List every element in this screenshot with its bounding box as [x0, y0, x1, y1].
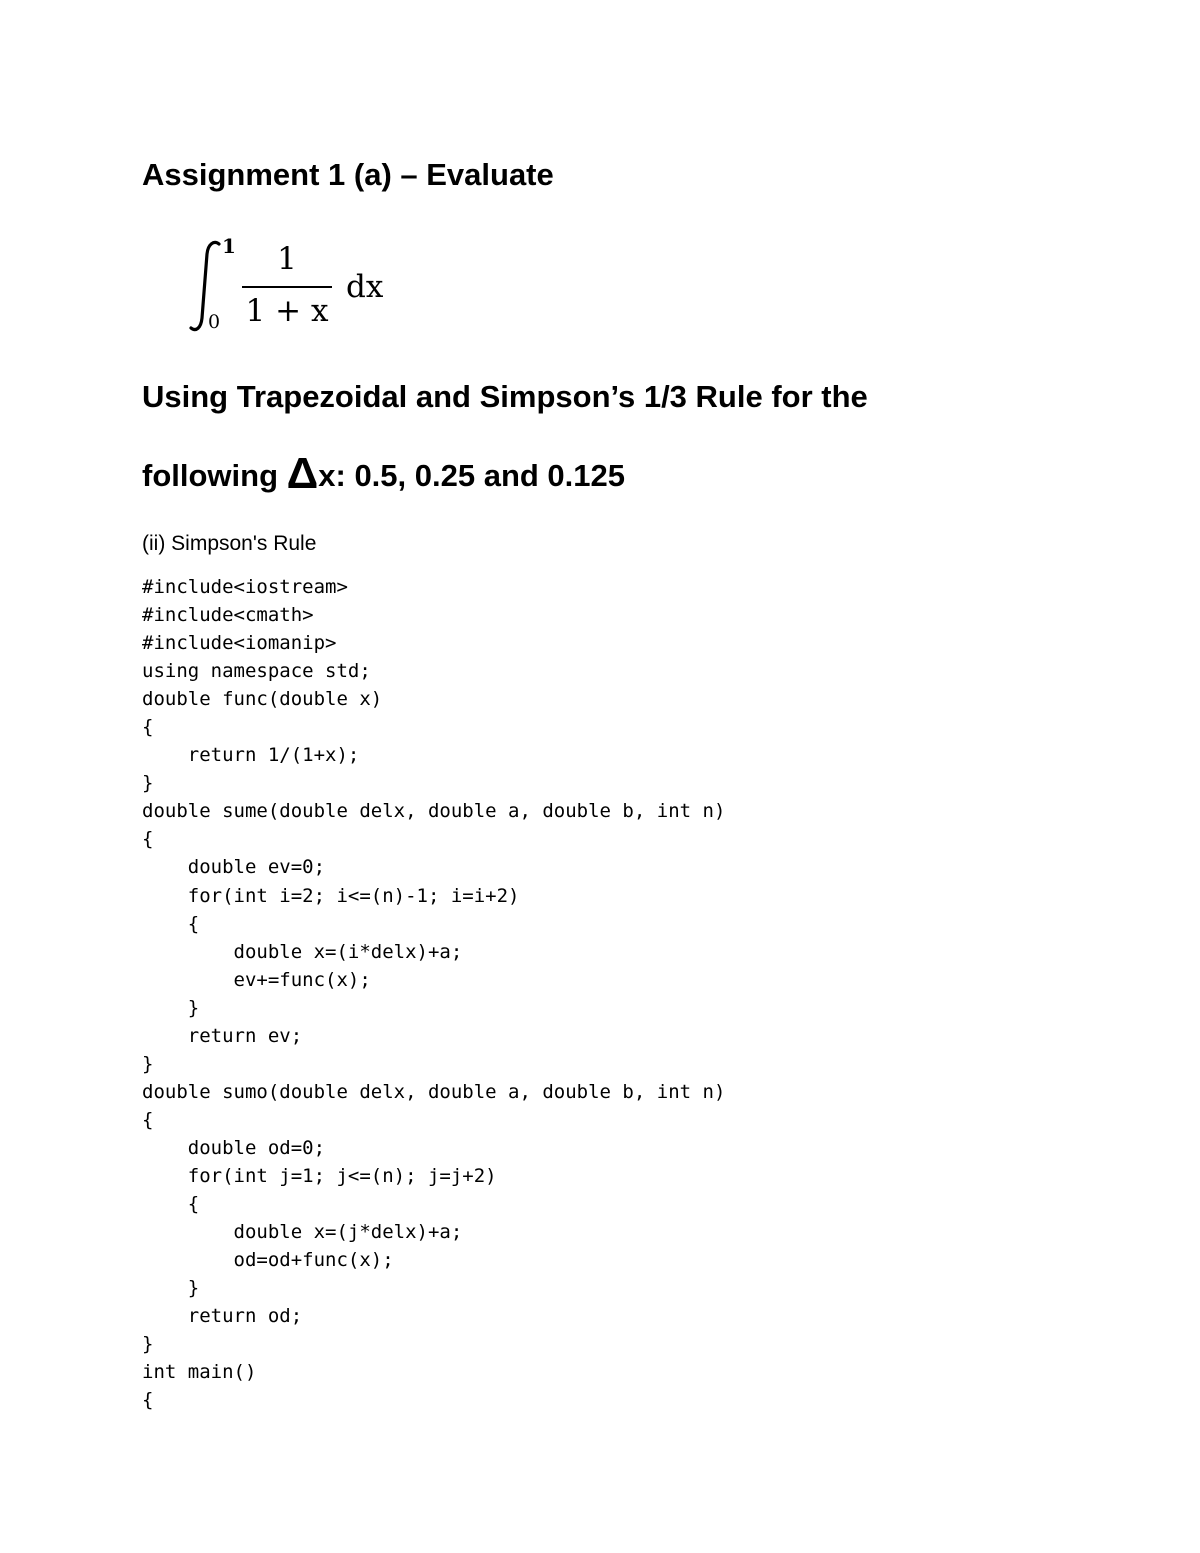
instruction-line-2	[142, 449, 626, 498]
differential: dx	[346, 269, 384, 305]
code-line: {	[142, 912, 200, 935]
code-line: double x=(i*delx)+a;	[142, 940, 463, 963]
section-heading-simpsons-rule: (ii) Simpson's Rule	[142, 532, 317, 555]
code-line: double od=0;	[142, 1136, 326, 1159]
code-line: for(int j=1; j<=(n); j=j+2)	[142, 1164, 497, 1187]
instruction-line-2-suffix: x: 0.5, 0.25 and 0.125	[318, 458, 626, 493]
integral-upper-limit: 1	[222, 234, 236, 258]
code-line: {	[142, 1108, 154, 1131]
code-line: {	[142, 716, 154, 739]
code-line: double sumo(double delx, double a, double b, int n)	[142, 1080, 726, 1103]
code-line: for(int i=2; i<=(n)-1; i=i+2)	[142, 884, 520, 907]
code-line: double ev=0;	[142, 856, 326, 879]
code-line: od=od+func(x);	[142, 1249, 394, 1272]
delta-symbol: Δ	[286, 449, 319, 498]
code-line: {	[142, 1193, 200, 1216]
code-line: return 1/(1+x);	[142, 744, 360, 767]
code-line: ev+=func(x);	[142, 968, 371, 991]
code-line: #include<iostream>	[142, 576, 348, 598]
code-line: }	[142, 1052, 154, 1075]
fraction-bar	[242, 286, 332, 288]
code-line: return od;	[142, 1305, 303, 1328]
code-line: double x=(j*delx)+a;	[142, 1221, 463, 1244]
code-line: double sume(double delx, double a, double b, int n)	[142, 800, 726, 823]
instruction-line-1: Using Trapezoidal and Simpson’s 1/3 Rule for the	[142, 379, 868, 414]
integral-lower-limit: 0	[208, 311, 221, 333]
code-block	[142, 573, 725, 1414]
instruction-line-2-prefix: following	[142, 458, 287, 493]
fraction-denominator: 1 + x	[245, 293, 329, 329]
code-line: #include<iomanip>	[142, 632, 337, 655]
code-line: using namespace std;	[142, 660, 371, 683]
code-line: int main()	[142, 1361, 257, 1384]
code-line: return ev;	[142, 1024, 303, 1047]
code-line: }	[142, 996, 200, 1019]
code-line: {	[142, 1389, 154, 1412]
code-line: double func(double x)	[142, 688, 383, 711]
code-line: }	[142, 1277, 200, 1300]
code-line: }	[142, 1333, 154, 1356]
fraction-numerator: 1	[277, 241, 297, 277]
assignment-title: Assignment 1 (a) – Evaluate	[142, 157, 554, 192]
code-line: {	[142, 828, 154, 851]
code-line: }	[142, 772, 154, 795]
code-line: #include<cmath>	[142, 604, 314, 627]
integral-formula	[180, 232, 400, 342]
